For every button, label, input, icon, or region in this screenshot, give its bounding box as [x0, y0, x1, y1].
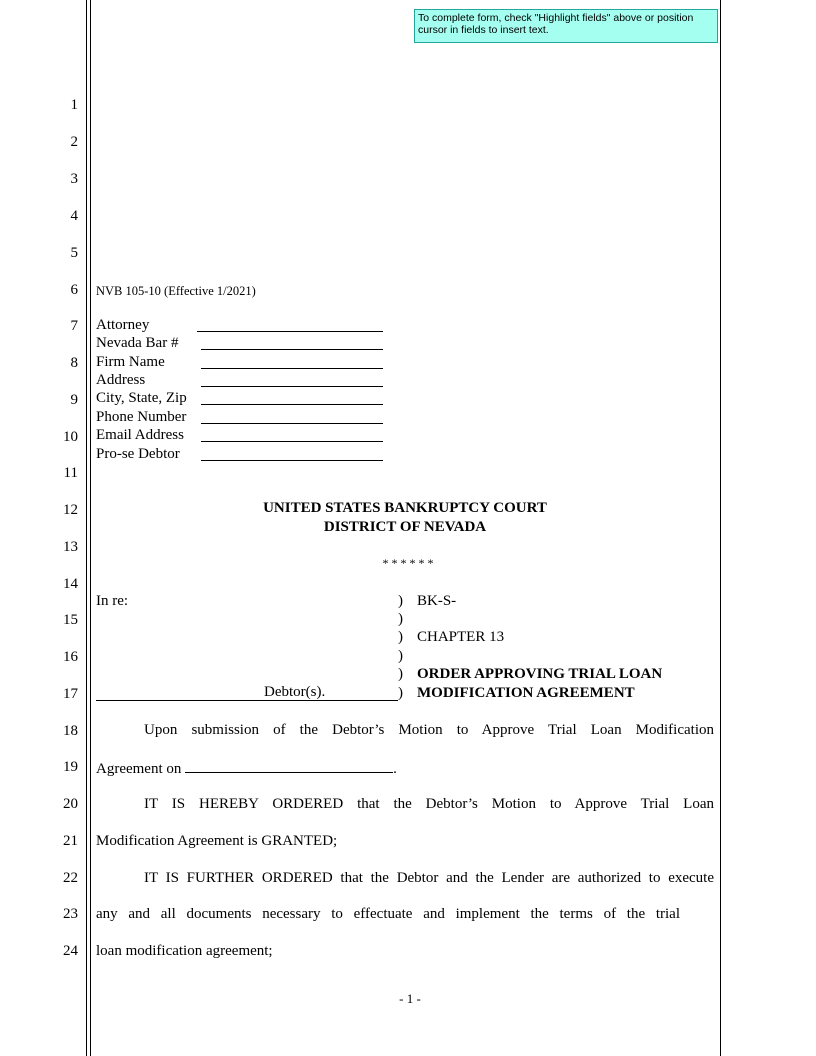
paragraph-3-line-1: IT IS FURTHER ORDERED that the Debtor and the Lender are authorized to execute — [144, 870, 714, 886]
caption-paren: ) — [398, 685, 403, 701]
line-number: 23 — [63, 906, 78, 922]
address-label: Address — [96, 372, 146, 388]
caption-paren: ) — [398, 629, 403, 645]
line-number: 2 — [70, 134, 78, 150]
line-number: 22 — [63, 870, 78, 886]
pro-se-debtor-field[interactable] — [201, 460, 383, 461]
paragraph-1-line-2 — [96, 758, 397, 778]
line-number: 1 — [70, 97, 78, 113]
nevada-bar-field[interactable] — [201, 349, 383, 350]
attorney-label: Attorney — [96, 317, 150, 333]
email-address-field[interactable] — [201, 441, 383, 442]
debtor-label: Debtor(s). — [264, 684, 326, 700]
case-number[interactable]: BK-S- — [417, 593, 457, 609]
pro-se-debtor-label: Pro-se Debtor — [96, 446, 180, 462]
paragraph-2-line-2: Modification Agreement is GRANTED; — [96, 833, 338, 849]
phone-number-label: Phone Number — [96, 409, 187, 425]
order-title-line2: MODIFICATION AGREEMENT — [417, 685, 635, 701]
line-number: 3 — [70, 171, 78, 187]
line-number: 24 — [63, 943, 78, 959]
line-number: 18 — [63, 723, 78, 739]
line-number: 21 — [63, 833, 78, 849]
order-title-line1: ORDER APPROVING TRIAL LOAN — [417, 666, 663, 682]
court-name: UNITED STATES BANKRUPTCY COURT — [263, 500, 547, 516]
line-number: 13 — [63, 539, 78, 555]
line-number: 6 — [70, 282, 78, 298]
agreement-on-label: Agreement on — [96, 761, 182, 777]
attorney-field[interactable] — [197, 331, 383, 332]
paragraph-3-line-2: any and all documents necessary to effectuate and implement the terms of the trial — [96, 906, 680, 922]
caption-paren: ) — [398, 666, 403, 682]
paragraph-3-line-3: loan modification agreement; — [96, 943, 273, 959]
email-address-label: Email Address — [96, 427, 184, 443]
line-number: 19 — [63, 759, 78, 775]
period: . — [393, 761, 397, 777]
agreement-date-field[interactable] — [185, 758, 393, 773]
paragraph-2-line-1: IT IS HEREBY ORDERED that the Debtor’s Motion to Approve Trial Loan — [144, 796, 714, 812]
margin-rule-right — [720, 0, 721, 1056]
line-number: 17 — [63, 686, 78, 702]
court-district: DISTRICT OF NEVADA — [323, 519, 487, 535]
city-state-zip-field[interactable] — [201, 404, 383, 405]
margin-rule-left-1 — [86, 0, 87, 1056]
line-number: 8 — [70, 355, 78, 371]
line-number: 10 — [63, 429, 78, 445]
firm-name-label: Firm Name — [96, 354, 165, 370]
separator-stars: * * * * * * — [382, 556, 434, 570]
firm-name-field[interactable] — [201, 368, 383, 369]
caption-paren: ) — [398, 648, 403, 664]
caption-paren: ) — [398, 593, 403, 609]
line-number: 4 — [70, 208, 78, 224]
paragraph-1-line-1: Upon submission of the Debtor’s Motion to Approve Trial Loan Modification — [144, 722, 714, 738]
chapter-label: CHAPTER 13 — [417, 629, 505, 645]
line-number: 16 — [63, 649, 78, 665]
phone-number-field[interactable] — [201, 423, 383, 424]
line-number: 7 — [70, 318, 78, 334]
page-number: - 1 - — [399, 991, 421, 1006]
form-id: NVB 105-10 (Effective 1/2021) — [96, 284, 256, 298]
address-field[interactable] — [201, 386, 383, 387]
line-number: 14 — [63, 576, 78, 592]
line-number: 20 — [63, 796, 78, 812]
form-help-notice: To complete form, check "Highlight fields" above or position cursor in fields to insert text. — [414, 9, 718, 43]
in-re-label: In re: — [96, 593, 129, 609]
line-number: 11 — [63, 465, 78, 481]
nevada-bar-label: Nevada Bar # — [96, 335, 179, 351]
caption-paren: ) — [398, 611, 403, 627]
city-state-zip-label: City, State, Zip — [96, 390, 187, 406]
line-number: 9 — [70, 392, 78, 408]
debtor-name-field[interactable] — [96, 700, 398, 701]
line-number: 12 — [63, 502, 78, 518]
line-number: 5 — [70, 245, 78, 261]
line-number: 15 — [63, 612, 78, 628]
